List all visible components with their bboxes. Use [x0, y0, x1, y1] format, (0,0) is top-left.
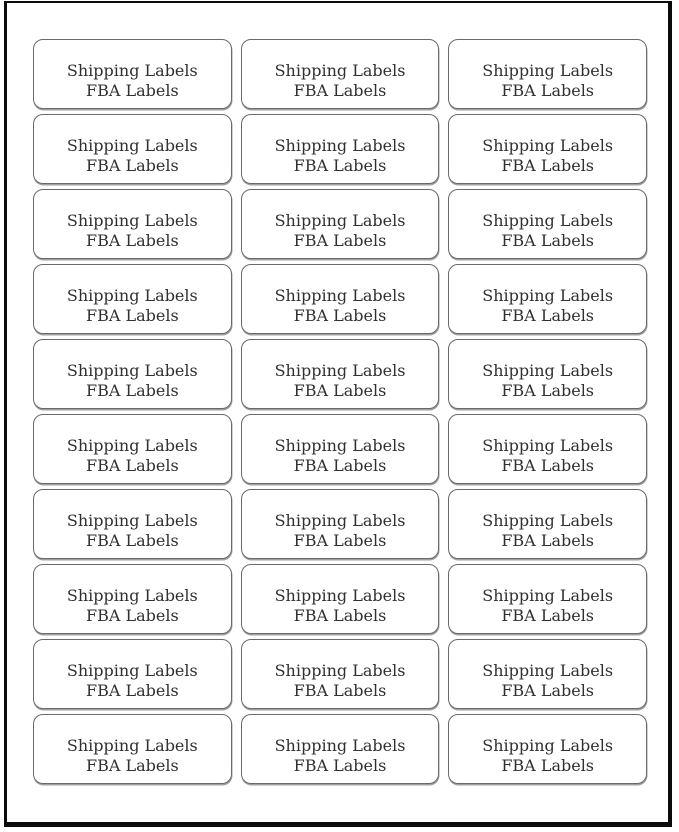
label-line1: Shipping Labels — [482, 135, 614, 155]
label-line2: FBA Labels — [501, 380, 595, 400]
label-cell — [241, 114, 440, 184]
label-cell — [448, 639, 647, 709]
label-line2: FBA Labels — [501, 155, 595, 175]
label-cell — [33, 39, 232, 109]
label-line1: Shipping Labels — [274, 210, 406, 230]
label-cell — [448, 489, 647, 559]
label-line2: FBA Labels — [85, 80, 179, 100]
label-line2: FBA Labels — [293, 680, 387, 700]
label-line2: FBA Labels — [293, 155, 387, 175]
label-line1: Shipping Labels — [482, 360, 614, 380]
label-line2: FBA Labels — [501, 680, 595, 700]
label-line1: Shipping Labels — [482, 285, 614, 305]
label-line1: Shipping Labels — [66, 135, 198, 155]
label-line2: FBA Labels — [501, 455, 595, 475]
sheet-frame — [4, 1, 672, 827]
label-line1: Shipping Labels — [274, 510, 406, 530]
label-line2: FBA Labels — [85, 455, 179, 475]
label-cell — [33, 414, 232, 484]
label-line1: Shipping Labels — [482, 510, 614, 530]
label-line1: Shipping Labels — [274, 735, 406, 755]
label-line2: FBA Labels — [85, 530, 179, 550]
label-line2: FBA Labels — [293, 380, 387, 400]
label-line1: Shipping Labels — [482, 210, 614, 230]
label-line1: Shipping Labels — [482, 435, 614, 455]
label-line2: FBA Labels — [293, 230, 387, 250]
label-line2: FBA Labels — [85, 755, 179, 775]
label-line1: Shipping Labels — [274, 360, 406, 380]
label-cell — [33, 714, 232, 784]
label-cell — [448, 189, 647, 259]
label-line1: Shipping Labels — [482, 60, 614, 80]
label-line2: FBA Labels — [85, 155, 179, 175]
label-line2: FBA Labels — [501, 755, 595, 775]
label-line1: Shipping Labels — [66, 735, 198, 755]
label-cell — [241, 189, 440, 259]
label-line2: FBA Labels — [501, 605, 595, 625]
label-line1: Shipping Labels — [274, 585, 406, 605]
label-line2: FBA Labels — [85, 605, 179, 625]
label-line1: Shipping Labels — [66, 60, 198, 80]
label-line1: Shipping Labels — [274, 135, 406, 155]
label-cell — [448, 264, 647, 334]
label-line1: Shipping Labels — [66, 285, 198, 305]
label-line1: Shipping Labels — [482, 660, 614, 680]
label-cell — [33, 114, 232, 184]
label-cell — [241, 489, 440, 559]
label-cell — [241, 339, 440, 409]
label-line2: FBA Labels — [85, 380, 179, 400]
label-cell — [448, 714, 647, 784]
label-cell — [241, 639, 440, 709]
label-line1: Shipping Labels — [66, 660, 198, 680]
label-cell — [33, 564, 232, 634]
label-line2: FBA Labels — [501, 230, 595, 250]
label-cell — [241, 264, 440, 334]
label-cell — [448, 414, 647, 484]
label-line1: Shipping Labels — [66, 510, 198, 530]
label-line1: Shipping Labels — [482, 735, 614, 755]
label-cell — [33, 189, 232, 259]
label-line2: FBA Labels — [293, 455, 387, 475]
label-line1: Shipping Labels — [66, 585, 198, 605]
label-line2: FBA Labels — [293, 755, 387, 775]
label-cell — [33, 264, 232, 334]
label-cell — [241, 39, 440, 109]
label-line2: FBA Labels — [501, 80, 595, 100]
label-cell — [33, 489, 232, 559]
label-cell — [448, 114, 647, 184]
label-line1: Shipping Labels — [274, 60, 406, 80]
label-line2: FBA Labels — [293, 530, 387, 550]
label-line1: Shipping Labels — [274, 285, 406, 305]
label-line1: Shipping Labels — [66, 435, 198, 455]
label-grid — [7, 3, 668, 822]
label-line2: FBA Labels — [293, 80, 387, 100]
label-line2: FBA Labels — [85, 680, 179, 700]
label-line1: Shipping Labels — [482, 585, 614, 605]
label-line2: FBA Labels — [501, 530, 595, 550]
label-cell — [241, 714, 440, 784]
label-line2: FBA Labels — [501, 305, 595, 325]
label-cell — [448, 339, 647, 409]
label-cell — [33, 639, 232, 709]
label-line1: Shipping Labels — [274, 435, 406, 455]
label-line1: Shipping Labels — [274, 660, 406, 680]
label-line2: FBA Labels — [293, 305, 387, 325]
label-cell — [241, 414, 440, 484]
label-line1: Shipping Labels — [66, 210, 198, 230]
label-cell — [33, 339, 232, 409]
label-line1: Shipping Labels — [66, 360, 198, 380]
label-line2: FBA Labels — [293, 605, 387, 625]
label-line2: FBA Labels — [85, 230, 179, 250]
label-line2: FBA Labels — [85, 305, 179, 325]
label-cell — [241, 564, 440, 634]
label-cell — [448, 564, 647, 634]
label-cell — [448, 39, 647, 109]
